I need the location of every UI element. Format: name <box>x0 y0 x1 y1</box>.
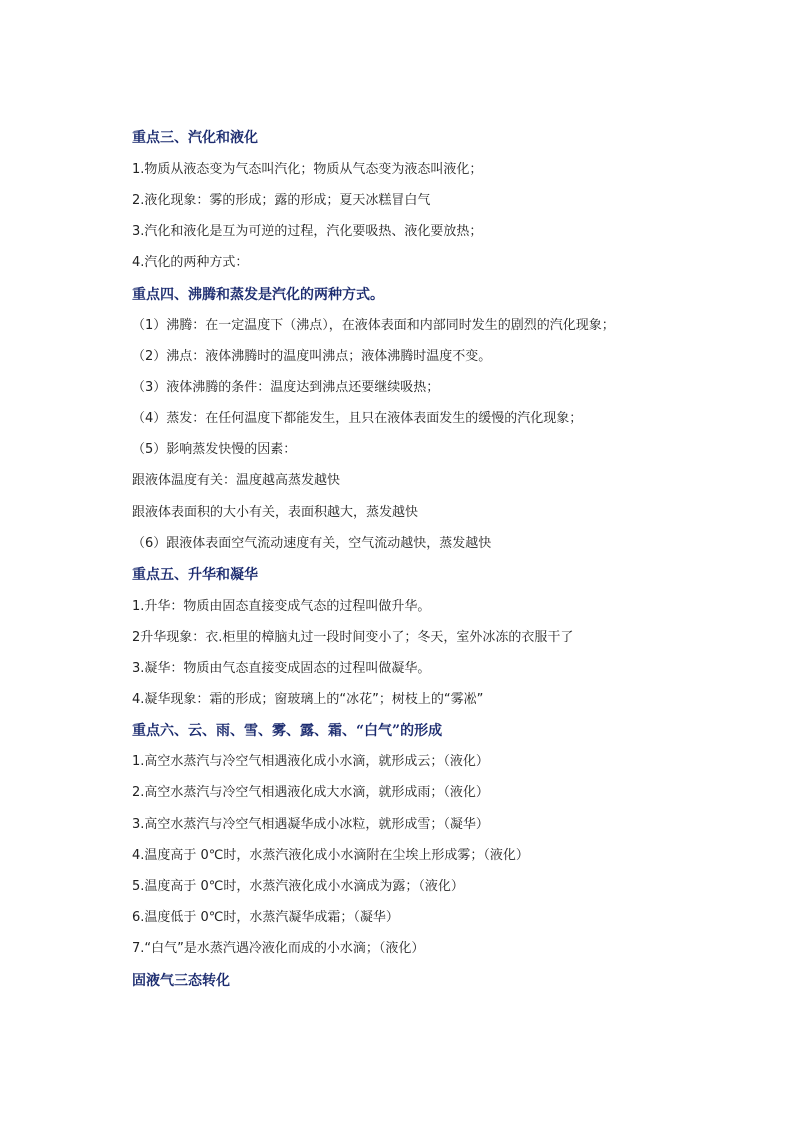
section-heading: 重点三、汽化和液化 <box>132 130 258 146</box>
section-heading: 重点五、升华和凝华 <box>132 567 258 583</box>
body-line: 3.凝华：物质由气态直接变成固态的过程叫做凝华。 <box>132 661 431 676</box>
body-line: （6）跟液体表面空气流动速度有关，空气流动越快，蒸发越快 <box>132 536 492 551</box>
body-line: 7.“白气”是水蒸汽遇冷液化而成的小水滴；（液化） <box>132 941 425 956</box>
body-line: 跟液体表面积的大小有关，表面积越大，蒸发越快 <box>132 505 419 520</box>
body-line: 1.高空水蒸汽与冷空气相遇液化成小水滴，就形成云；（液化） <box>132 754 489 769</box>
body-line: 1.物质从液态变为气态叫汽化；物质从气态变为液态叫液化； <box>132 162 483 177</box>
body-line: （5）影响蒸发快慢的因素： <box>132 442 297 457</box>
body-line: 2.高空水蒸汽与冷空气相遇液化成大水滴，就形成雨；（液化） <box>132 785 489 800</box>
body-line: 4.温度高于 0℃时，水蒸汽液化成小水滴附在尘埃上形成雾；（液化） <box>132 848 529 863</box>
body-line: 跟液体温度有关：温度越高蒸发越快 <box>132 473 341 488</box>
body-line: （2）沸点：液体沸腾时的温度叫沸点；液体沸腾时温度不变。 <box>132 349 492 364</box>
body-line: （1）沸腾：在一定温度下（沸点），在液体表面和内部同时发生的剧烈的汽化现象； <box>132 318 615 333</box>
body-line: 2升华现象：衣.柜里的樟脑丸过一段时间变小了；冬天，室外冰冻的衣服干了 <box>132 630 574 645</box>
body-line: 5.温度高于 0℃时，水蒸汽液化成小水滴成为露；（液化） <box>132 879 464 894</box>
body-line: 1.升华：物质由固态直接变成气态的过程叫做升华。 <box>132 599 431 614</box>
body-line: 4.凝华现象：霜的形成；窗玻璃上的“冰花”；树枝上的“雾凇” <box>132 692 484 707</box>
section-heading: 重点四、沸腾和蒸发是汽化的两种方式。 <box>132 287 384 303</box>
body-line: （4）蒸发：在任何温度下都能发生，且只在液体表面发生的缓慢的汽化现象； <box>132 411 583 426</box>
body-line: 3.汽化和液化是互为可逆的过程，汽化要吸热、液化要放热； <box>132 224 483 239</box>
body-line: 6.温度低于 0℃时，水蒸汽凝华成霜；（凝华） <box>132 910 399 925</box>
body-line: （3）液体沸腾的条件：温度达到沸点还要继续吸热； <box>132 380 440 395</box>
body-line: 3.高空水蒸汽与冷空气相遇凝华成小冰粒，就形成雪；（凝华） <box>132 817 489 832</box>
body-line: 4.汽化的两种方式： <box>132 255 249 270</box>
section-heading: 固液气三态转化 <box>132 973 230 989</box>
section-heading: 重点六、云、雨、雪、雾、露、霜、“白气”的形成 <box>132 723 443 739</box>
body-line: 2.液化现象：雾的形成；露的形成；夏天冰糕冒白气 <box>132 193 431 208</box>
